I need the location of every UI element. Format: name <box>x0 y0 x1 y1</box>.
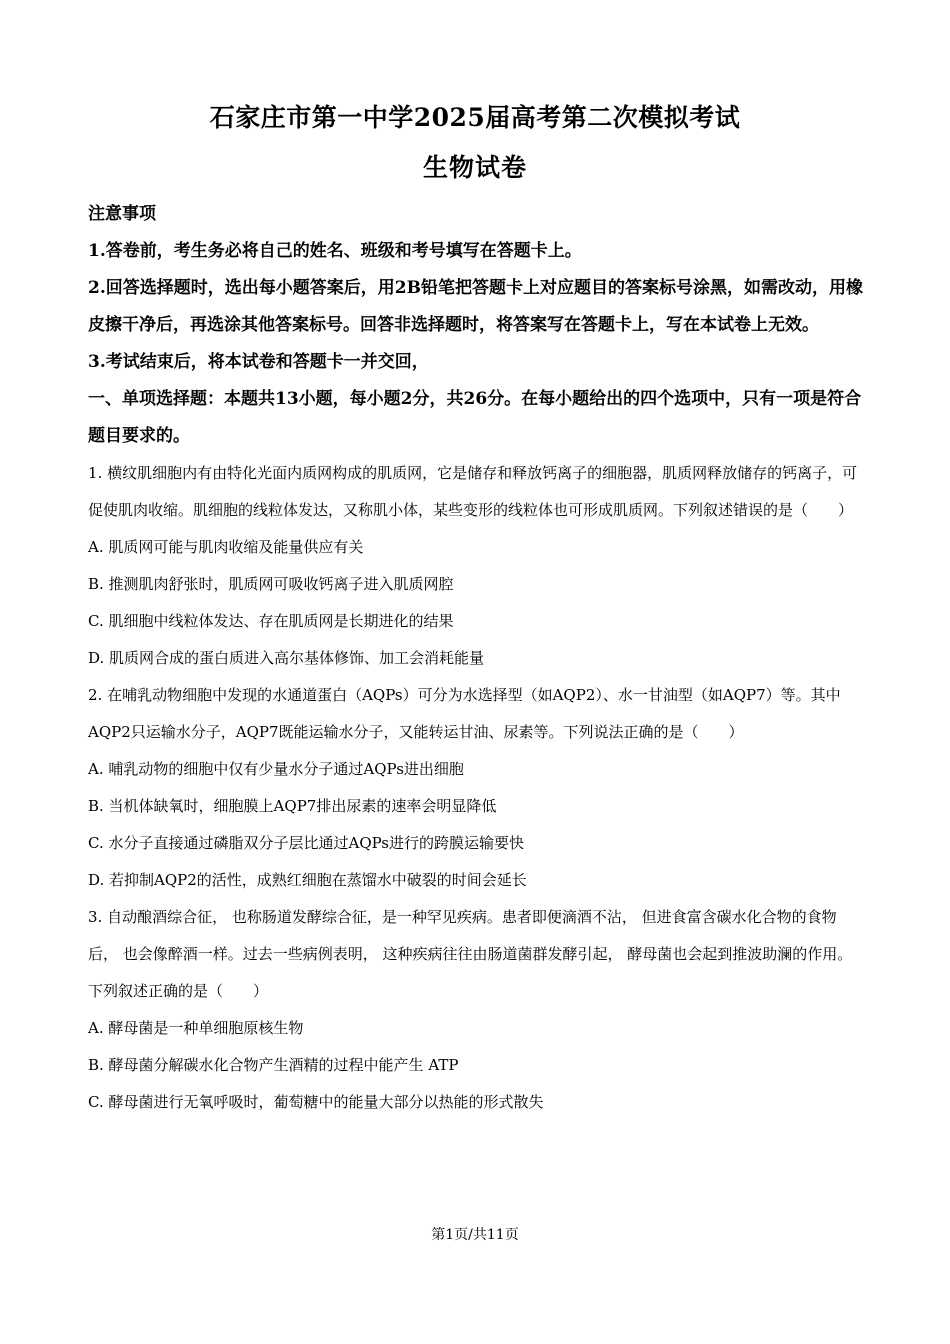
option-a: A. 哺乳动物的细胞中仅有少量水分子通过AQPs进出细胞 <box>88 760 464 778</box>
option-c: C. 水分子直接通过磷脂双分子层比通过AQPs进行的跨膜运输要快 <box>88 834 524 852</box>
exam-content <box>88 196 864 1121</box>
exam-subtitle: 生物试卷 <box>422 153 527 182</box>
option-a: A. 酵母菌是一种单细胞原核生物 <box>88 1019 304 1037</box>
option-b: B. 当机体缺氧时，细胞膜上AQP7排出尿素的速率会明显降低 <box>88 797 497 815</box>
option-c: C. 肌细胞中线粒体发达、存在肌质网是长期进化的结果 <box>88 612 454 630</box>
page-number: 第1页/共11页 <box>431 1227 519 1243</box>
option-b: B. 推测肌肉舒张时，肌质网可吸收钙离子进入肌质网腔 <box>88 575 454 593</box>
exam-title: 石家庄市第一中学2025届高考第二次模拟考试 <box>209 103 741 132</box>
question-stem: 3. 自动酿酒综合征， 也称肠道发酵综合征，是一种罕见疾病。患者即便滴酒不沾， 但进食富含碳水化合物的食物后， 也会像醉酒一样。过去一些病例表明， 这种疾病往往由肠道菌群发酵引起， 酵母菌也会起到推波助澜的作用。下列叙述正确的是（ ） <box>88 908 853 1000</box>
question-3 <box>88 899 864 1121</box>
question-stem: 2. 在哺乳动物细胞中发现的水通道蛋白（AQPs）可分为水选择型（如AQP2）、水一甘油型（如AQP7）等。其中AQP2只运输水分子，AQP7既能运输水分子，又能转运甘油、尿素等。下列说法正确的是（ ） <box>88 686 841 741</box>
option-b: B. 酵母菌分解碳水化合物产生酒精的过程中能产生 ATP <box>88 1056 459 1074</box>
question-1 <box>88 455 864 677</box>
option-d: D. 若抑制AQP2的活性，成熟红细胞在蒸馏水中破裂的时间会延长 <box>88 871 527 889</box>
section-heading: 一、单项选择题：本题共13小题，每小题2分，共26分。在每小题给出的四个选项中，只有一项是符合题目要求的。 <box>88 389 862 446</box>
option-d: D. 肌质网合成的蛋白质进入高尔基体修饰、加工会消耗能量 <box>88 649 485 667</box>
notice-item-3: 3.考试结束后，将本试卷和答题卡一并交回， <box>88 352 429 372</box>
notice-heading: 注意事项 <box>88 204 156 224</box>
notice-item-2: 2.回答选择题时，选出每小题答案后，用2B铅笔把答题卡上对应题目的答案标号涂黑，如需改动，用橡皮擦干净后，再选涂其他答案标号。回答非选择题时，将答案写在答题卡上，写在本试卷上无效。 <box>88 278 863 335</box>
question-2 <box>88 677 864 899</box>
question-stem: 1. 横纹肌细胞内有由特化光面内质网构成的肌质网，它是储存和释放钙离子的细胞器，肌质网释放储存的钙离子，可促使肌肉收缩。肌细胞的线粒体发达，又称肌小体，某些变形的线粒体也可形成肌质网。下列叙述错误的是（ ） <box>88 464 858 519</box>
notice-item-1: 1.答卷前，考生务必将自己的姓名、班级和考号填写在答题卡上。 <box>88 241 582 261</box>
option-a: A. 肌质网可能与肌肉收缩及能量供应有关 <box>88 538 364 556</box>
option-c: C. 酵母菌进行无氧呼吸时，葡萄糖中的能量大部分以热能的形式散失 <box>88 1093 544 1111</box>
